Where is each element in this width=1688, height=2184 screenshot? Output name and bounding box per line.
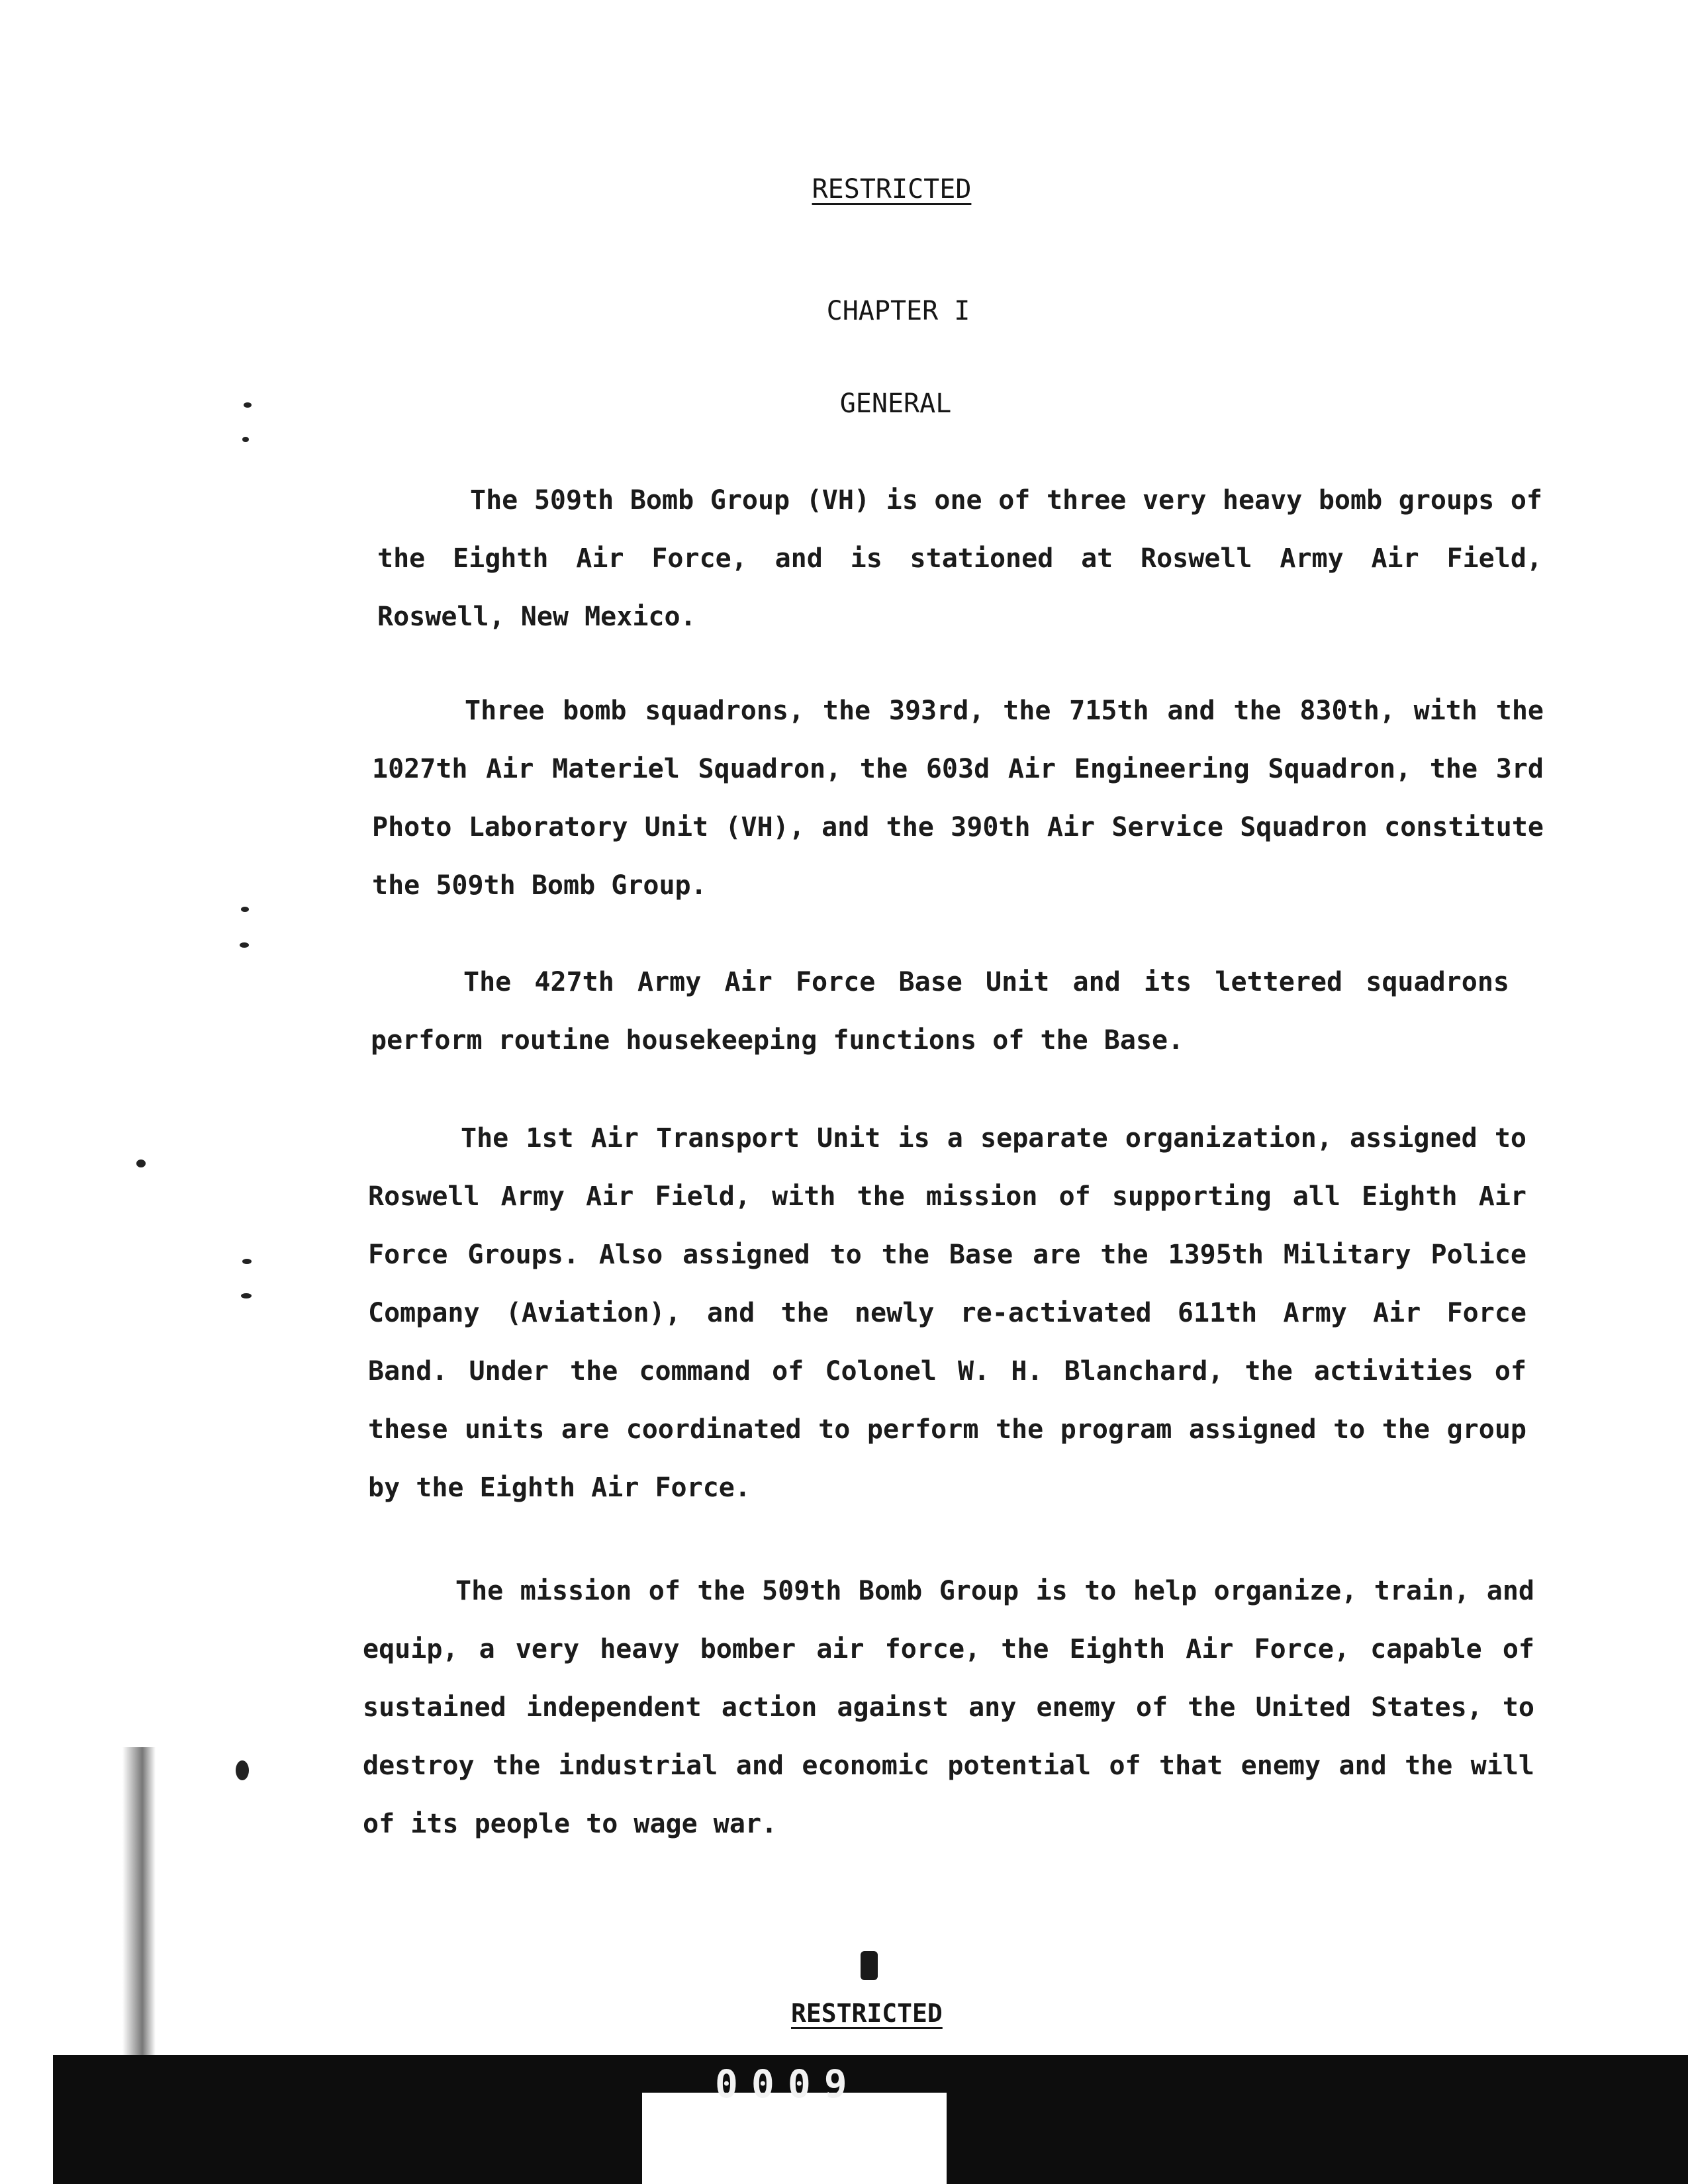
section-title: GENERAL [839,388,952,419]
scan-speck [242,437,249,442]
scan-speck [236,1760,249,1780]
classification-header: RESTRICTED [812,174,972,205]
paragraph-2: Three bomb squadrons, the 393rd, the 715th and the 830th, with the 1027th Air Materiel Squadron, the 603d Air Engineering Squadron, the 3rd Photo Laboratory Unit (VH), and the 390th Air Service Squadron constitute the 509th Bomb Group. [372,696,1544,901]
ink-mark [861,1951,878,1980]
page-number: 0009 [715,2062,861,2107]
scan-speck [241,907,249,912]
paragraph-3: The 427th Army Air Force Base Unit and its lettered squadrons perform routine housekeeping functions of the Base. [371,967,1509,1056]
classification-footer: RESTRICTED [791,1999,943,2028]
scan-smudge [122,1747,156,2058]
scan-speck [136,1160,146,1167]
paragraph-4: The 1st Air Transport Unit is a separate organization, assigned to Roswell Army Air Field, with the mission of supporting all Eighth Air Force Groups. Also assigned to the Base are the 1395th Military Police Company (Aviation), and the newly re-activated 611th Army Air Force Band. Under the command of Colonel W. H. Blanchard, the activities of these units are coordinated to perform the program assigned to the group by the Eighth Air Force. [368,1123,1526,1503]
paragraph-5: The mission of the 509th Bomb Group is to help organize, train, and equip, a very heavy bomber air force, the Eighth Air Force, capable of sustained independent action against any enemy of the United States, to destroy the industrial and economic potential of that enemy and the will of its people to wage war. [363,1576,1534,1839]
scan-speck [241,1293,252,1298]
scan-speck [240,942,249,948]
chapter-title: CHAPTER I [826,296,970,326]
paragraph-1: The 509th Bomb Group (VH) is one of three very heavy bomb groups of the Eighth Air Force, and is stationed at Roswell Army Air Field, Roswell, New Mexico. [377,485,1542,632]
scan-speck [242,1259,252,1264]
scan-speck [244,402,252,408]
